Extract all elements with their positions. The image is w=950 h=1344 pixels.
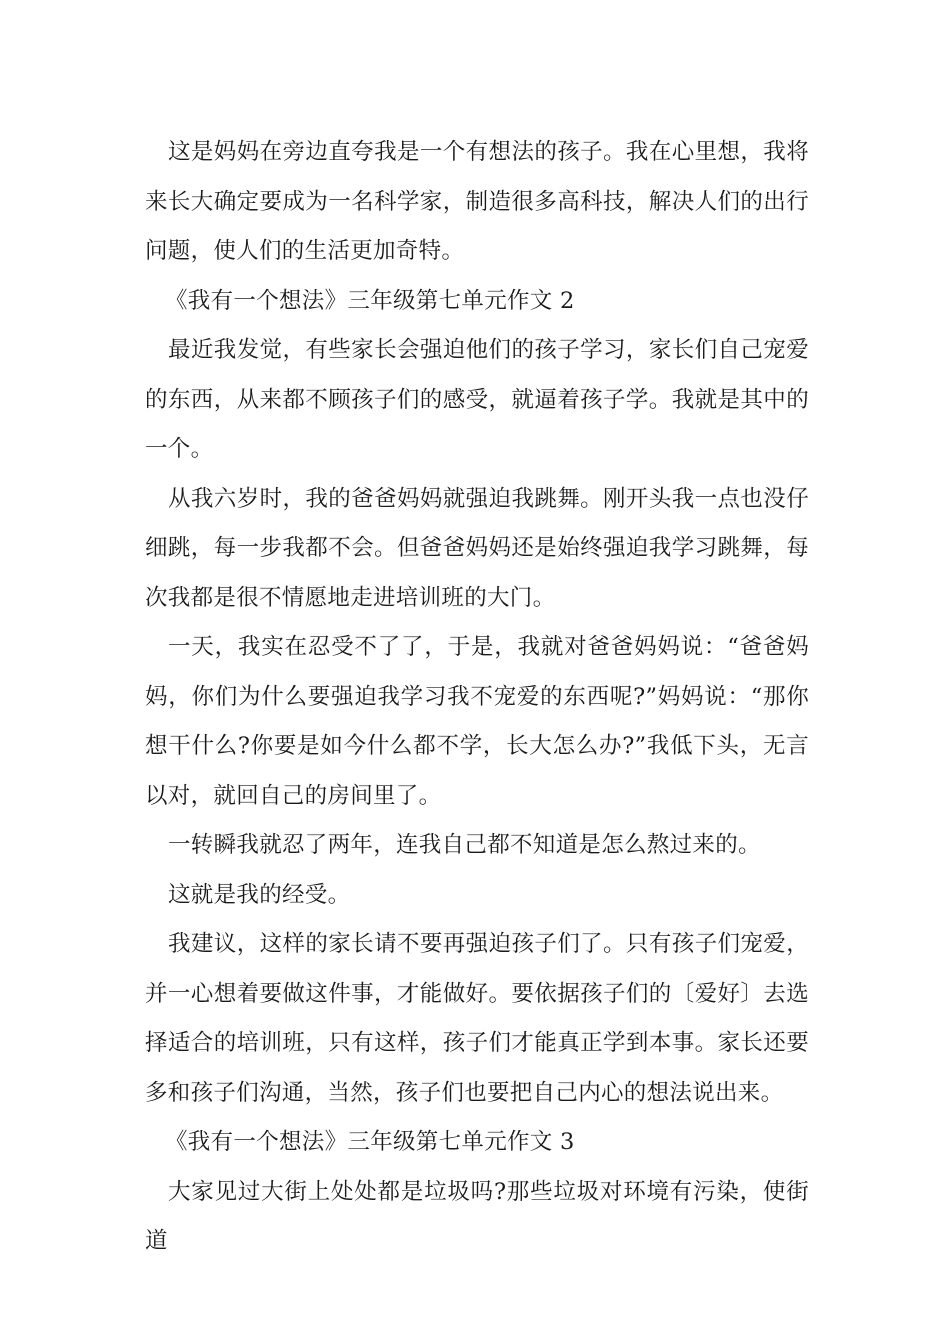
paragraph: 最近我发觉，有些家长会强迫他们的孩子学习，家长们自己宠爱的东西，从来都不顾孩子们的感受，就逼着孩子学。我就是其中的一个。	[145, 337, 809, 462]
paragraph: 一转瞬我就忍了两年，连我自己都不知道是怎么熬过来的。	[168, 832, 761, 858]
paragraph: 一天，我实在忍受不了了，于是，我就对爸爸妈妈说：“爸爸妈妈，你们为什么要强迫我学习我不宠爱的东西呢?”妈妈说：“那你想干什么?你要是如今什么都不学，长大怎么办?”我低下头，无言以对，就回自己的房间里了。	[145, 634, 809, 809]
paragraph: 这是妈妈在旁边直夸我是一个有想法的孩子。我在心里想，我将来长大确定要成为一名科学家，制造很多高科技，解决人们的出行问题，使人们的生活更加奇特。	[145, 139, 809, 264]
paragraph: 从我六岁时，我的爸爸妈妈就强迫我跳舞。刚开头我一点也没仔细跳，每一步我都不会。但爸爸妈妈还是始终强迫我学习跳舞，每次我都是很不情愿地走进培训班的大门。	[145, 485, 809, 611]
paragraph: 我建议，这样的家长请不要再强迫孩子们了。只有孩子们宠爱，并一心想着要做这件事，才能做好。要依据孩子们的〔爱好〕去选择适合的培训班，只有这样，孩子们才能真正学到本事。家长还要多和孩子们沟通，当然，孩子们也要把自己内心的想法说出来。	[145, 931, 809, 1106]
paragraph: 大家见过大街上处处都是垃圾吗?那些垃圾对环境有污染，使街道	[145, 1178, 809, 1254]
paragraph: 这就是我的经受。	[168, 881, 351, 908]
section-heading: 《我有一个想法》三年级第七单元作文 2	[165, 287, 575, 314]
section-heading: 《我有一个想法》三年级第七单元作文 3	[165, 1129, 575, 1155]
document-body	[145, 128, 809, 1267]
